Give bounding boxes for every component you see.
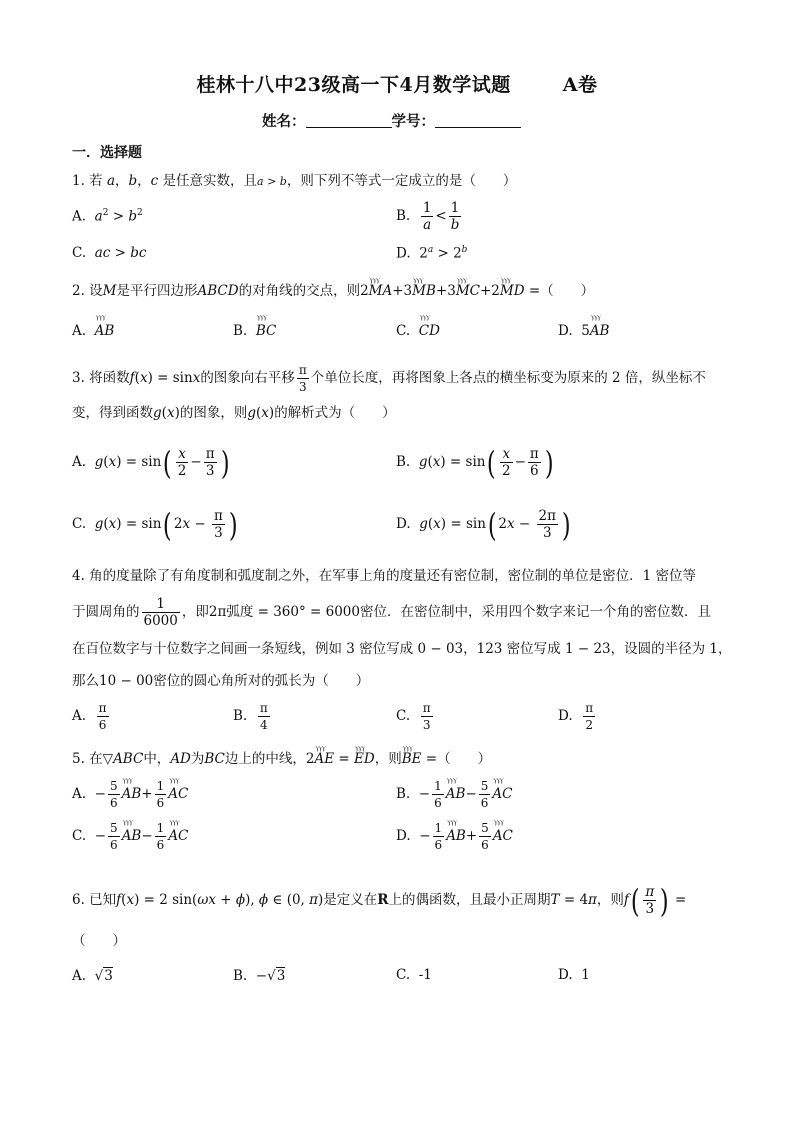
question-4-stem-line-2: 于圆周角的 $\frac{1}{6000}$ ，即2π弧度 = 360° = 6000密位．在密位制中，采用四个数字来记一个角的密位数．且 [72,596,711,629]
question-3-option-d[interactable]: D. g(x) = sin( 2x − $\frac{2\pi}{3}$ ) [396,505,571,544]
question-1-option-b[interactable]: B. $\frac{1}{a}$ < $\frac{1}{b}$ [396,200,460,233]
exam-title [0,70,794,97]
question-3-option-b[interactable]: B. g(x) = sin( $\frac{x}{2}$ − $\frac{\pi}{6}$ ) [396,443,554,482]
question-3-stem-line-1: 3. 将函数f(x) = sinx的图象向右平移 $\frac{\pi}{3}$ 个单位长度，再将图象上各点的横坐标变为原来的 2 倍，纵坐标不 [72,363,706,394]
student-info-line [262,110,521,131]
question-6-stem: 6. 已知f(x) = 2 sin(ωx + ϕ), ϕ ∈ (0, π)是定义在R上的偶函数，且最小正周期T = 4π，则f( $\frac{\pi}{3}$ ) = [72,881,687,920]
number-blank[interactable] [435,114,521,128]
paper-type: A卷 [562,74,598,96]
number-label: 学号： [391,113,435,130]
question-5-option-c[interactable]: C. − $\frac{5}{6}$ ⲩⲩⲩ AB− $\frac{1}{6}$ ⲩⲩⲩ AC [72,820,188,853]
question-2-stem: 2. 设M是平行四边形ABCD的对角线的交点，则2ⲩⲩⲩ MA+3ⲩⲩⲩ MB+3ⲩⲩⲩ MC+2ⲩⲩⲩ MD =（ ） [72,282,594,300]
question-6-option-a[interactable]: A. √3 [72,968,113,984]
question-2-option-d[interactable]: D. 5ⲩⲩⲩ AB [558,323,609,339]
question-3-option-a[interactable]: A. g(x) = sin( $\frac{x}{2}$ − $\frac{\pi}{3}$ ) [72,443,230,482]
question-1-option-d[interactable]: D. $2^a > 2^b$ [396,245,468,262]
question-5-option-a[interactable]: A. − $\frac{5}{6}$ ⲩⲩⲩ AB+ $\frac{1}{6}$ ⲩⲩⲩ AC [72,778,188,811]
question-3-option-c[interactable]: C. g(x) = sin( 2x − $\frac{\pi}{3}$ ) [72,505,238,544]
question-4-option-b[interactable]: B. $\frac{\pi}{4}$ [233,701,268,732]
question-4-option-d[interactable]: D. $\frac{\pi}{2}$ [558,701,594,732]
question-1-option-a[interactable]: A. $a^2 > b^2$ [72,208,143,225]
question-5-option-b[interactable]: B. − $\frac{1}{6}$ ⲩⲩⲩ AB− $\frac{5}{6}$ ⲩⲩⲩ AC [396,778,512,811]
question-3-stem-line-2: 变，得到函数g(x)的图象，则g(x)的解析式为（ ） [72,405,396,421]
question-2-option-b[interactable]: B. ⲩⲩⲩ BC [233,323,276,339]
question-4-option-c[interactable]: C. $\frac{\pi}{3}$ [396,701,431,732]
question-1-stem: 1. 若 a，b，c 是任意实数，且a > b，则下列不等式一定成立的是（ ） [72,173,517,189]
question-6-option-c[interactable]: C. -1 [396,967,432,983]
question-5-stem: 5. 在▽ABC中，AD为BC边上的中线，2ⲩⲩⲩ AE = ⲩⲩⲩ ED，则ⲩⲩⲩ BE =（ ） [72,750,491,768]
question-5-option-d[interactable]: D. − $\frac{1}{6}$ ⲩⲩⲩ AB+ $\frac{5}{6}$ ⲩⲩⲩ AC [396,820,513,853]
section-heading: 一．选择题 [72,145,142,161]
question-4-stem-line-3: 在百位数字与十位数字之间画一条短线，例如 3 密位写成 0 − 03，123 密位写成 1 − 23，设圆的半径为 1， [72,641,732,657]
question-6-paren: （ ） [72,933,126,949]
name-blank[interactable] [306,114,392,128]
question-2-option-c[interactable]: C. ⲩⲩⲩ CD [396,323,440,339]
question-6-option-d[interactable]: D. 1 [558,967,590,983]
question-1-option-c[interactable]: C. ac > bc [72,245,147,261]
question-6-option-b[interactable]: B. −√3 [233,968,286,984]
name-label: 姓名： [262,113,306,130]
question-2-option-a[interactable]: A. ⲩⲩⲩ AB [72,323,114,339]
title-text: 桂林十八中23级高一下4月数学试题 [196,74,511,96]
question-4-option-a[interactable]: A. $\frac{\pi}{6}$ [72,701,107,732]
question-4-stem-line-4: 那么10 − 00密位的圆心角所对的弧长为（ ） [72,673,370,689]
question-4-stem-line-1: 4. 角的度量除了有角度制和弧度制之外，在军事上角的度量还有密位制，密位制的单位是密位．1 密位等 [72,568,697,584]
